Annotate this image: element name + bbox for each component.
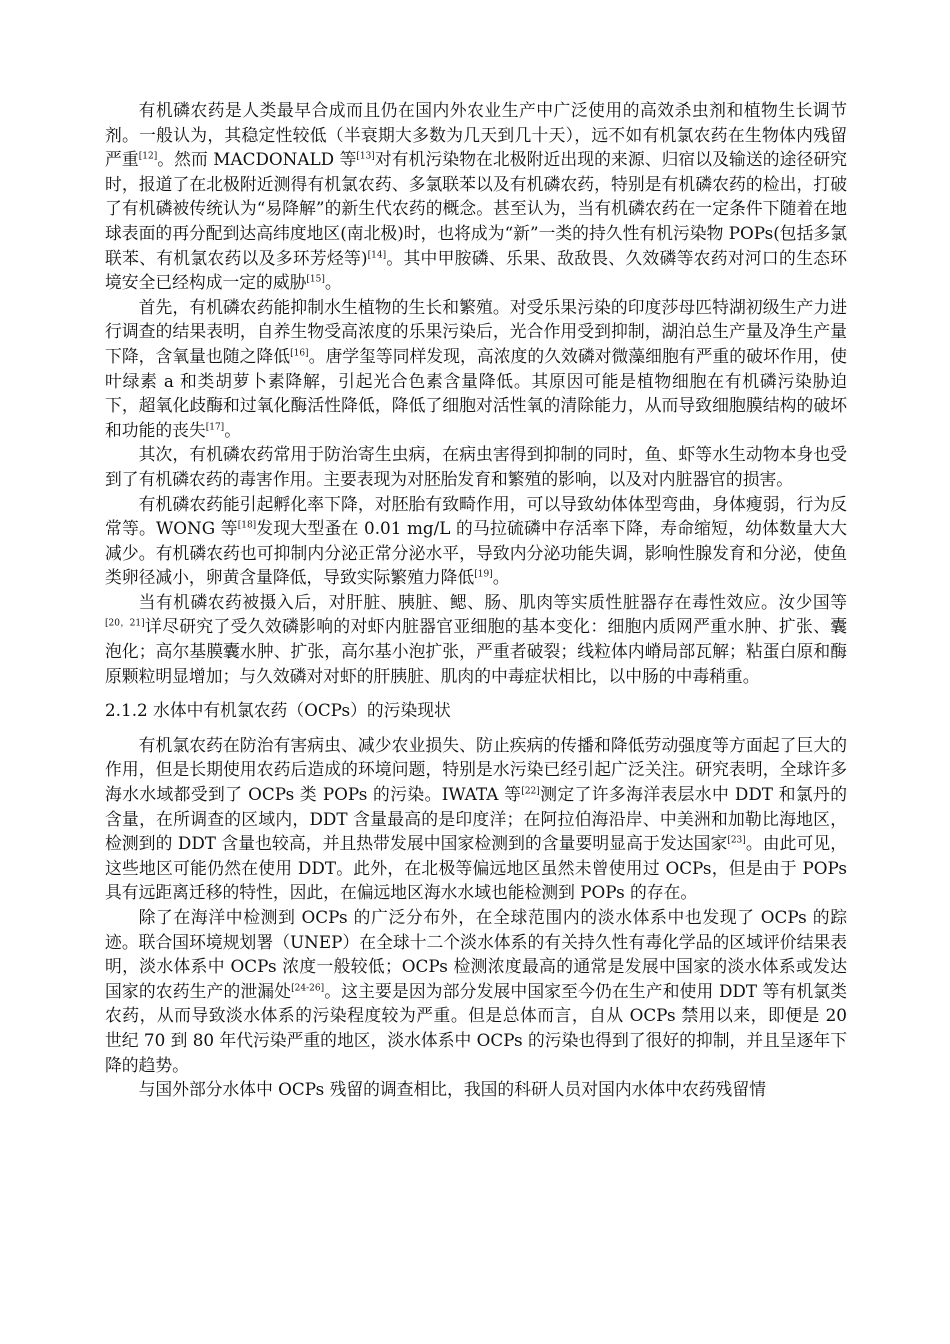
citation-ref: [13] (356, 151, 375, 162)
citation-ref: [15] (306, 274, 325, 285)
paragraph-ocps-china: 与国外部分水体中 OCPs 残留的调查相比，我国的科研人员对国内水体中农药残留情 (138, 1079, 766, 1100)
paragraph-aquatic-animals: 其次，有机磷农药常用于防治寄生虫病，在病虫害得到抑制的同时，鱼、虾等水生动物本身也受到了有机磷农药的毒害作用。主要表现为对胚胎发育和繁殖的影响，以及对内脏器官的损害。 (105, 444, 847, 489)
section-heading: 2.1.2 水体中有机氯农药（OCPs）的污染现状 (105, 700, 451, 721)
citation-ref: [16] (290, 348, 309, 359)
citation-ref: [18] (237, 520, 257, 531)
paragraph-reproduction-effects: 有机磷农药能引起孵化率下降，对胚胎有致畸作用，可以导致幼体体型弯曲，身体瘦弱，行为反常等。WONG 等[18]发现大型蚤在 0.01 mg/L 的马拉硫磷中存活率下降，寿命缩短，幼体数量大大减少。有机磷农药也可抑制内分泌正常分泌水平，导致内分泌功能失调，影响性腺发育和分泌，使鱼类卵径减小，卵黄含量降低，导致实际繁殖力降低[19]。 (105, 493, 847, 588)
citation-ref: [22] (521, 786, 540, 797)
paragraph-op-pesticide-intro: 有机磷农药是人类最早合成而且仍在国内外农业生产中广泛使用的高效杀虫剂和植物生长调节剂。一般认为，其稳定性较低（半衰期大多数为几天到几十天），远不如有机氯农药在生物体内残留严重[12]。然而 MACDONALD 等[13]对有机污染物在北极附近出现的来源、归宿以及输送的途径研究时，报道了在北极附近测得有机氯农药、多氯联苯以及有机磷农药，特别是有机磷农药的检出，打破了有机磷被传统认为“易降解”的新生代农药的概念。甚至认为，当有机磷农药在一定条件下随着在地球表面的再分配到达高纬度地区(南北极)时，也将成为“新”一类的持久性有机污染物 POPs(包括多氯联苯、有机氯农药以及多环芳烃等)[14]。其中甲胺磷、乐果、敌敌畏、久效磷等农药对河口的生态环境安全已经构成一定的威胁[15]。 (105, 100, 847, 293)
paragraph-aquatic-plants: 首先，有机磷农药能抑制水生植物的生长和繁殖。对受乐果污染的印度莎母匹特湖初级生产力进行调查的结果表明，自养生物受高浓度的乐果污染后，光合作用受到抑制，湖泊总生产量及净生产量下降，含氧量也随之降低[16]。唐学玺等同样发现，高浓度的久效磷对微藻细胞有严重的破坏作用，使叶绿素 a 和类胡萝卜素降解，引起光合色素含量降低。其原因可能是植物细胞在有机磷污染胁迫下，超氧化歧酶和过氧化酶活性降低，降低了细胞对活性氧的清除能力，从而导致细胞膜结构的破坏和功能的丧失[17]。 (105, 296, 847, 440)
citation-ref: [17] (205, 422, 225, 433)
citation-ref: [19] (474, 569, 493, 580)
citation-ref: [14] (367, 249, 387, 260)
paragraph-organ-toxicity: 当有机磷农药被摄入后，对肝脏、胰脏、鳃、肠、肌肉等实质性脏器存在毒性效应。汝少国等[20，21]详尽研究了受久效磷影响的对虾内脏器官亚细胞的基本变化：细胞内质网严重水肿、扩张、囊泡化；高尔基膜囊水肿、扩张，高尔基小泡扩张，严重者破裂；线粒体内嵴局部瓦解；粘蛋白原和酶原颗粒明显增加；与久效磷对对虾的肝胰脏、肌肉的中毒症状相比，以中肠的中毒稍重。 (105, 591, 847, 686)
document-body (105, 98, 847, 1102)
citation-ref: [23] (727, 835, 746, 846)
citation-ref: [12] (138, 151, 158, 162)
citation-ref: [20，21] (105, 618, 145, 629)
paragraph-ocps-freshwater: 除了在海洋中检测到 OCPs 的广泛分布外，在全球范围内的淡水体系中也发现了 OCPs 的踪迹。联合国环境规划署（UNEP）在全球十二个淡水体系的有关持久性有毒化学品的区域评价结果表明，淡水体系中 OCPs 浓度一般较低；OCPs 检测浓度最高的通常是发展中国家的淡水体系或发达国家的农药生产的泄漏处[24-26]。这主要是因为部分发展中国家至今仍在生产和使用 DDT 等有机氯类农药，从而导致淡水体系的污染程度较为严重。但是总体而言，自从 OCPs 禁用以来，即便是 20 世纪 70 到 80 年代污染严重的地区，淡水体系中 OCPs 的污染也得到了很好的抑制，并且呈逐年下降的趋势。 (105, 907, 847, 1075)
citation-ref: [24-26] (291, 983, 325, 994)
paragraph-ocps-seawater: 有机氯农药在防治有害病虫、减少农业损失、防止疾病的传播和降低劳动强度等方面起了巨大的作用，但是长期使用农药后造成的环境问题，特别是水污染已经引起广泛关注。研究表明，全球许多海水水域都受到了 OCPs 类 POPs 的污染。IWATA 等[22]测定了许多海洋表层水中 DDT 和氯丹的含量，在所调查的区域内，DDT 含量最高的是印度洋；在阿拉伯海沿岸、中美洲和加勒比海地区，检测到的 DDT 含量也较高，并且热带发展中国家检测到的含量要明显高于发达国家[23]。由此可见，这些地区可能仍然在使用 DDT。此外，在北极等偏远地区虽然未曾使用过 OCPs，但是由于 POPs 具有远距离迁移的特性，因此，在偏远地区海水水域也能检测到 POPs 的存在。 (105, 734, 848, 903)
